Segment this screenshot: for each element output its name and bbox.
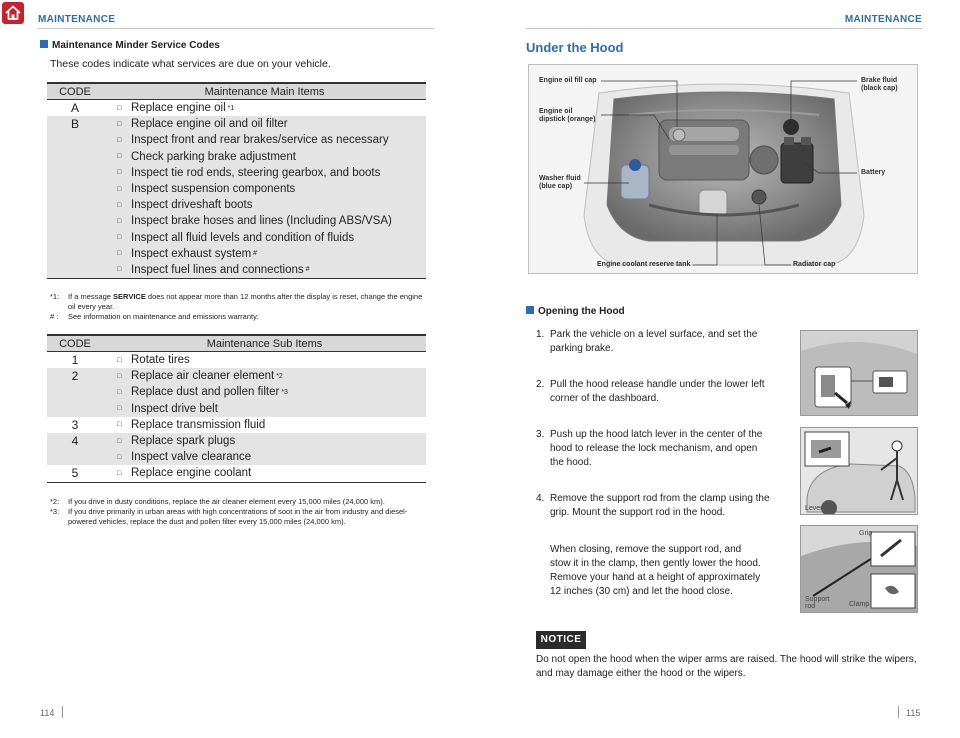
- step-2: [536, 378, 765, 406]
- square-bullet-icon: □: [117, 217, 122, 225]
- footnote-text: [68, 312, 258, 322]
- list-item: [117, 149, 426, 165]
- table-row: [47, 433, 426, 465]
- row-items: [103, 368, 426, 417]
- row-code: 3: [71, 417, 79, 432]
- main-table-notes: [50, 292, 430, 322]
- footnote-mark: #: [305, 266, 310, 274]
- hood-release-handle-image: [800, 330, 918, 416]
- hood-latch-lever-image: [800, 427, 918, 515]
- square-bullet-icon: [40, 40, 48, 48]
- maintenance-codes-title: Maintenance Minder Service Codes: [52, 40, 220, 51]
- square-bullet-icon: □: [117, 372, 122, 380]
- square-bullet-icon: □: [117, 469, 122, 477]
- footnote-text: If you drive primarily in urban areas with high concentrations of soot in the air from industry and diesel-powered vehicles, replace the dust and pollen filter every 15,000 miles (24,000 km).: [68, 507, 408, 526]
- square-bullet-icon: □: [117, 185, 122, 193]
- row-code: B: [70, 117, 79, 132]
- label-washer-fluid: Washer fluid (blue cap): [539, 175, 581, 190]
- item-text: Inspect exhaust system: [131, 247, 252, 260]
- page-number-right: 115: [906, 708, 921, 718]
- closing-text: Remove your hand at a height of approximately: [550, 572, 761, 583]
- footnote-mark: *2: [276, 372, 283, 380]
- row-code: A: [70, 101, 79, 115]
- sub-table-notes: [50, 497, 430, 527]
- table-row: [47, 352, 426, 368]
- support-rod-image: [800, 525, 918, 613]
- step-text: parking brake.: [550, 343, 614, 354]
- footnote: [50, 292, 430, 312]
- header-left: MAINTENANCE: [38, 14, 116, 25]
- footnote-key: *2:: [50, 497, 60, 506]
- step-text: hood to release the lock mechanism, and open: [550, 443, 758, 454]
- page-number-divider: [898, 706, 899, 718]
- code-column-header: CODE: [59, 85, 91, 98]
- closing-text: stow it in the clamp, then gently lower the hood.: [550, 558, 761, 569]
- header-rule-left: [38, 28, 434, 29]
- table-row: [47, 417, 426, 433]
- hood-latch-illustration: [801, 428, 918, 515]
- footnote-key: # :: [50, 312, 59, 321]
- service-keyword: SERVICE: [113, 292, 146, 301]
- label-brake-fluid: Brake fluid (black cap): [861, 77, 898, 92]
- table-row: [47, 100, 426, 116]
- list-item: [117, 465, 426, 481]
- closing-text: When closing, remove the support rod, and: [550, 544, 742, 555]
- item-text: Inspect suspension components: [131, 183, 296, 196]
- footnote: [50, 507, 430, 527]
- label-battery: Battery: [861, 169, 886, 176]
- list-item: [117, 262, 426, 278]
- main-table-body: [47, 100, 426, 278]
- main-items-table: [47, 82, 426, 279]
- row-code: 5: [71, 466, 79, 481]
- list-item: [117, 165, 426, 181]
- square-bullet-icon: [526, 306, 534, 314]
- page-number-divider: [62, 706, 63, 718]
- table-bottom-rule: [47, 278, 426, 279]
- maintenance-codes-heading: [40, 40, 220, 51]
- item-text: Inspect drive belt: [131, 402, 218, 415]
- label-coolant-reserve-tank: Engine coolant reserve tank: [597, 261, 691, 268]
- opening-hood-heading: [526, 306, 625, 317]
- label-support-rod: Support rod: [805, 596, 830, 610]
- opening-hood-title: Opening the Hood: [538, 306, 625, 317]
- square-bullet-icon: □: [117, 356, 122, 364]
- list-item: [117, 246, 426, 262]
- square-bullet-icon: □: [117, 453, 122, 461]
- step-text: Remove the support rod from the clamp using the: [550, 493, 770, 504]
- row-items: [103, 100, 426, 116]
- under-the-hood-title: Under the Hood: [526, 40, 624, 55]
- square-bullet-icon: □: [117, 120, 122, 128]
- step-number: 3.: [536, 429, 545, 440]
- list-item: [117, 197, 426, 213]
- sub-table-body: [47, 352, 426, 482]
- list-item: [117, 449, 426, 465]
- footnote-mark: #: [253, 250, 258, 258]
- footnote-key: *3:: [50, 507, 60, 516]
- table-row: [47, 368, 426, 417]
- item-text: Replace engine coolant: [131, 467, 252, 480]
- footnote-fragment: See information on maintenance and emissions warranty.: [68, 312, 259, 321]
- item-text: Replace transmission fluid: [131, 418, 266, 431]
- closing-text: 12 inches (30 cm) and let the hood close.: [550, 586, 733, 597]
- item-text: Inspect brake hoses and lines (Including ABS/VSA): [131, 215, 392, 228]
- list-item: [117, 132, 426, 148]
- home-icon[interactable]: [2, 2, 24, 24]
- square-bullet-icon: □: [117, 421, 122, 429]
- square-bullet-icon: □: [117, 201, 122, 209]
- list-item: [117, 181, 426, 197]
- square-bullet-icon: □: [117, 136, 122, 144]
- footnote-fragment: does not appear more than 12 months after the display is reset, change the engine oil every year.: [68, 292, 423, 311]
- square-bullet-icon: □: [117, 437, 122, 445]
- square-bullet-icon: □: [117, 234, 122, 242]
- square-bullet-icon: □: [117, 388, 122, 396]
- step-4: [536, 492, 770, 520]
- square-bullet-icon: □: [117, 169, 122, 177]
- item-text: Inspect front and rear brakes/service as necessary: [131, 134, 389, 147]
- engine-bay-diagram: [528, 64, 918, 274]
- label-lever: Lever: [805, 505, 823, 512]
- label-grip: Grip: [859, 530, 873, 537]
- item-text: Replace air cleaner element: [131, 370, 275, 383]
- step-text: the hood.: [550, 457, 592, 468]
- header-rule-right: [526, 28, 922, 29]
- row-items: [103, 433, 426, 465]
- item-text: Replace spark plugs: [131, 435, 236, 448]
- footnote: [50, 312, 430, 322]
- footnote-text: [68, 292, 430, 312]
- row-items: [103, 417, 426, 433]
- item-text: Replace dust and pollen filter: [131, 386, 280, 399]
- list-item: [117, 230, 426, 246]
- square-bullet-icon: □: [117, 250, 122, 258]
- square-bullet-icon: □: [117, 153, 122, 161]
- intro-text: These codes indicate what services are due on your vehicle.: [50, 58, 331, 70]
- list-item: [117, 100, 426, 116]
- footnote-text: If you drive in dusty conditions, replace the air cleaner element every 15,000 miles (24,000 km).: [68, 497, 385, 506]
- list-item: [117, 401, 426, 417]
- item-text: Inspect all fluid levels and condition of fluids: [131, 231, 355, 244]
- item-text: Replace engine oil: [131, 102, 226, 115]
- label-clamp: Clamp: [849, 601, 870, 608]
- row-code: 1: [71, 353, 79, 367]
- footnote-mark: *1: [227, 104, 235, 112]
- list-item: [117, 116, 426, 132]
- table-row: [47, 465, 426, 481]
- item-text: Replace engine oil and oil filter: [131, 118, 288, 131]
- notice-badge: NOTICE: [536, 631, 586, 649]
- step-text: Pull the hood release handle under the lower left: [550, 379, 765, 390]
- code-column-header: CODE: [59, 337, 91, 350]
- row-items: [103, 116, 426, 278]
- list-item: [117, 417, 426, 433]
- footnote-key: *1:: [50, 292, 60, 301]
- notice-text: Do not open the hood when the wiper arms are raised. The hood will strike the wipers, and may damage either the hood or the wipers.: [536, 654, 917, 679]
- table-header: [47, 82, 426, 100]
- page-number-left: 114: [40, 708, 55, 718]
- hood-release-illustration: [801, 331, 918, 416]
- step-3: [536, 428, 762, 470]
- square-bullet-icon: □: [117, 266, 122, 274]
- row-code: 4: [71, 433, 79, 448]
- label-engine-oil-fill-cap: Engine oil fill cap: [539, 77, 597, 84]
- square-bullet-icon: □: [117, 104, 122, 112]
- item-text: Inspect driveshaft boots: [131, 199, 253, 212]
- items-column-header: Maintenance Sub Items: [206, 337, 323, 350]
- list-item: [117, 368, 426, 384]
- step-number: 1.: [536, 329, 545, 340]
- step-1: [536, 328, 757, 356]
- square-bullet-icon: □: [117, 405, 122, 413]
- table-row: [47, 116, 426, 278]
- sub-items-table: [47, 334, 426, 483]
- label-engine-oil-dipstick: Engine oil dipstick (orange): [539, 108, 596, 123]
- footnote-mark: *3: [281, 388, 288, 396]
- step-text: corner of the dashboard.: [550, 393, 659, 404]
- step-number: 2.: [536, 379, 545, 390]
- row-code: 2: [71, 369, 79, 384]
- list-item: [117, 384, 426, 400]
- table-bottom-rule: [47, 482, 426, 483]
- list-item: [117, 213, 426, 229]
- step-text: Push up the hood latch lever in the center of the: [550, 429, 763, 440]
- list-item: [117, 433, 426, 449]
- closing-instructions: [550, 543, 761, 599]
- row-items: [103, 465, 426, 481]
- step-text: Park the vehicle on a level surface, and set the: [550, 329, 758, 340]
- footnote: [50, 497, 430, 507]
- header-right: MAINTENANCE: [844, 14, 922, 25]
- row-items: [103, 352, 426, 368]
- item-text: Inspect fuel lines and connections: [131, 263, 304, 276]
- item-text: Rotate tires: [131, 354, 190, 367]
- label-radiator-cap: Radiator cap: [793, 261, 836, 268]
- items-column-header: Maintenance Main Items: [204, 85, 325, 98]
- item-text: Check parking brake adjustment: [131, 150, 296, 163]
- list-item: [117, 352, 426, 368]
- item-text: Inspect valve clearance: [131, 451, 252, 464]
- step-number: 4.: [536, 493, 545, 504]
- table-header: [47, 334, 426, 352]
- footnote-fragment: If a message: [68, 292, 114, 301]
- step-text: grip. Mount the support rod in the hood.: [550, 507, 726, 518]
- item-text: Inspect tie rod ends, steering gearbox, and boots: [131, 166, 381, 179]
